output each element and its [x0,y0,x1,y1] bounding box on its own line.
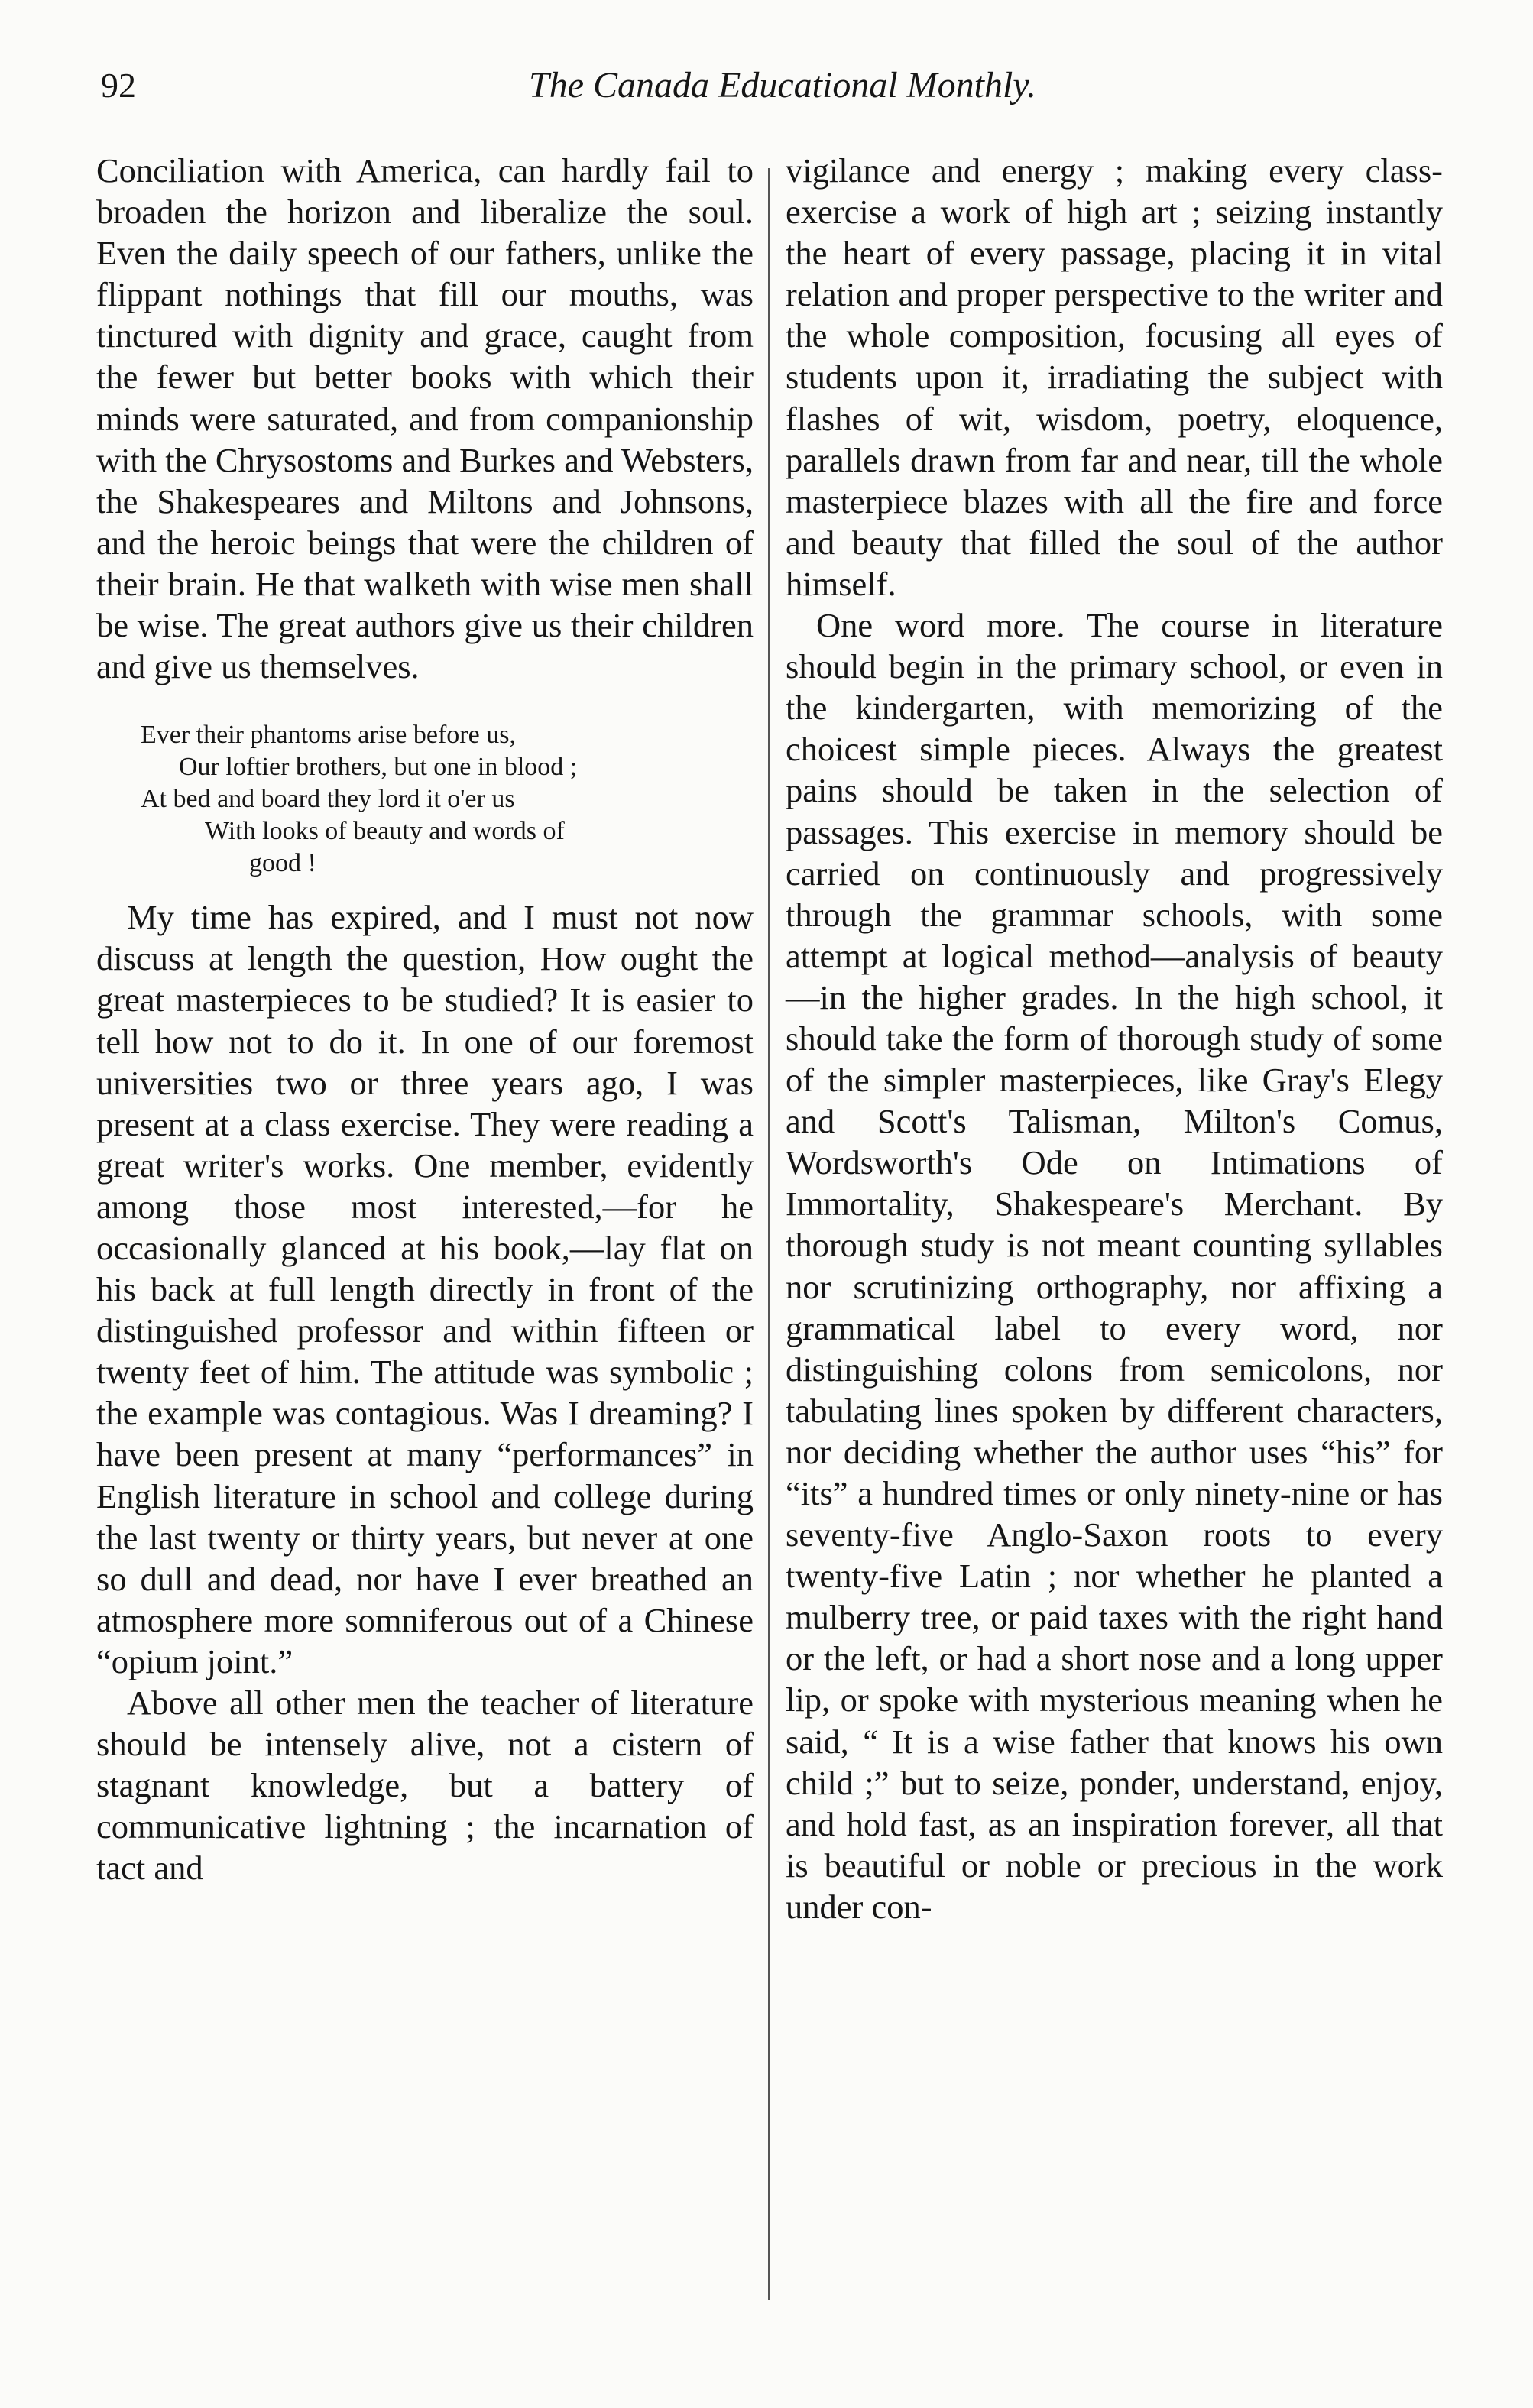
running-title: The Canada Educational Monthly. [529,65,1036,105]
poem-line: Ever their phantoms arise before us, [141,721,516,750]
left-column [96,150,754,1888]
page-header [101,63,1140,116]
poem-line: good ! [249,849,316,878]
poem-line: Our loftier brothers, but one in blood ; [179,753,578,782]
right-paragraph-2: One word more. The course in literature should begin in the primary school, or even in the kindergarten, with memorizing of the choicest simple pieces. Always the greatest pains should be taken in the selection of passages. This exercise in memory should be carried on continuously and progressively through the grammar schools, with some attempt at logical method—analysis of beauty—in the higher grades. In the high school, it should take the form of thorough study of some of the simpler masterpieces, like Gray's Elegy and Scott's Talisman, Milton's Comus, Wordsworth's Ode on Intimations of Immortality, Shakespeare's Merchant. By thorough study is not meant counting syllables nor scrutinizing orthography, nor affixing a grammatical label to every word, nor distinguishing colons from semicolons, nor tabulating lines spoken by different characters, nor deciding whether the author uses “his” for “its” a hundred times or only ninety-nine or has seventy-five Anglo-Saxon roots to every twenty-five Latin ; nor whether he planted a mulberry tree, or paid taxes with the right hand or the left, or had a short nose and a long upper lip, or spoke with mysterious meaning when he said, “ It is a wise father that knows his own child ;” but to seize, ponder, understand, enjoy, and hold fast, as an inspiration forever, all that is beautiful or noble or precious in the work under con- [786,606,1443,1926]
column-divider [768,168,770,2300]
left-paragraph-2: My time has expired, and I must not now discuss at length the question, How ought the great masterpieces to be studied? It is easier to tell how not to do it. In one of our foremost universities two or three years ago, I was present at a class exercise. They were reading a great writer's works. One member, evidently among those most interested,—for he occasionally glanced at his book,—lay flat on his back at full length directly in front of the distinguished professor and within fifteen or twenty feet of him. The attitude was symbolic ; the example was contagious. Was I dreaming? I have been present at many “performances” in English literature in school and college during the last twenty or thirty years, but never at one so dull and dead, nor have I ever breathed an atmosphere more somniferous out of a Chinese “opium joint.” [96,898,754,1680]
poem-line: With looks of beauty and words of [205,817,565,846]
page-number: 92 [101,66,136,105]
left-paragraph-3: Above all other men the teacher of literature should be intensely alive, not a cistern of stagnant knowledge, but a battery of communicative lightning ; the incarnation of tact and [96,1684,754,1888]
right-column [786,150,1443,1927]
right-paragraph-1: vigilance and energy ; making every class-exercise a work of high art ; seizing instantly the heart of every passage, placing it in vital relation and proper perspective to the writer and the whole composition, focusing all eyes of students upon it, irradiating the subject with flashes of wit, wisdom, poetry, eloquence, parallels drawn from far and near, till the whole masterpiece blazes with all the fire and force and beauty that filled the soul of the author himself. [786,151,1443,603]
left-paragraph-1: Conciliation with America, can hardly fail to broaden the horizon and liberalize the soul. Even the daily speech of our fathers, unlike the flippant nothings that fill our mouths, was tinctured with dignity and grace, caught from the fewer but better books with which their minds were saturated, and from companionship with the Chrysostoms and Burkes and Websters, the Shakespeares and Miltons and Johnsons, and the heroic beings that were the children of their brain. He that walketh with wise men shall be wise. The great authors give us their children and give us themselves. [96,151,754,686]
poem-quotation [96,719,754,880]
poem-line: At bed and board they lord it o'er us [141,785,515,814]
